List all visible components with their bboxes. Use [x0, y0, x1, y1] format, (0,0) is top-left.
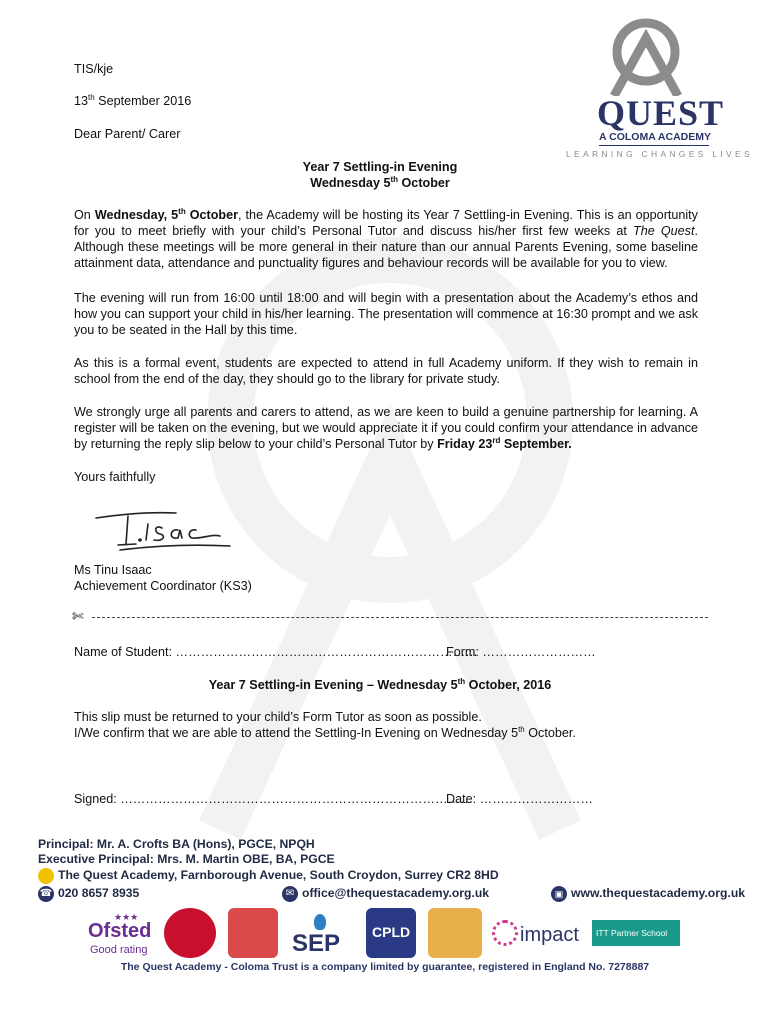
student-name-field[interactable]: Name of Student: ………………………………………………………………: [74, 645, 478, 659]
logo-name: QUEST: [597, 93, 725, 133]
signer-role: Achievement Coordinator (KS3): [74, 579, 252, 593]
form-field[interactable]: Form: ………………………: [446, 645, 596, 659]
impact-burst-icon: [492, 920, 518, 946]
logo-tagline: LEARNING CHANGES LIVES: [566, 149, 753, 159]
closing: Yours faithfully: [74, 470, 156, 484]
cpld-badge: CPLD: [366, 908, 416, 958]
paragraph-2: The evening will run from 16:00 until 18:00 and will begin with a presentation about the Academy’s ethos and how you can support your child in his/her learning. The presentation will commence at 16:30 prompt and we ask you to be seated in the Hall by this time.: [74, 291, 698, 337]
ofsted-stars-icon: ★★★: [114, 912, 139, 922]
scissors-icon: ✄: [72, 608, 84, 624]
signer-name: Ms Tinu Isaac: [74, 563, 152, 577]
principal: Principal: Mr. A. Crofts BA (Hons), PGCE, NPQH: [38, 837, 315, 851]
reference: TIS/kje: [74, 62, 114, 76]
international-school-award-badge: [428, 908, 482, 958]
paragraph-4: We strongly urge all parents and carers to attend, as we are keen to build a genuine partnership for learning. A register will be taken on the evening, but we would appreciate it if you could confirm your attendance in advance by returning the reply slip below to your child’s Personal Tutor by Friday 23rd September.: [74, 405, 698, 451]
sep-flame-icon: [314, 914, 326, 930]
signature: [92, 500, 232, 552]
phone: 020 8657 8935: [58, 886, 140, 900]
paragraph-3: As this is a formal event, students are expected to attend in full Academy uniform. If they wish to remain in school from the end of the day, they should go to the library for private study.: [74, 356, 698, 386]
letter-subtitle: Wednesday 5th October: [310, 174, 450, 190]
itt-partner-badge: ITT Partner School: [592, 920, 680, 946]
website-link[interactable]: www.thequestacademy.org.uk: [571, 886, 746, 900]
executive-principal: Executive Principal: Mrs. M. Martin OBE, BA, PGCE: [38, 852, 335, 866]
letter-title: Year 7 Settling-in Evening: [302, 160, 458, 174]
logo-subtitle: A COLOMA ACADEMY: [599, 131, 711, 143]
date-field[interactable]: Date: ………………………: [446, 792, 593, 806]
email-link[interactable]: office@thequestacademy.org.uk: [302, 886, 490, 900]
slip-title: Year 7 Settling-in Evening – Wednesday 5th October, 2016: [208, 676, 552, 692]
letter-date: 13th September 2016: [74, 92, 192, 108]
ofsted-badge: ★★★ Ofsted Good rating: [88, 912, 152, 956]
location-icon: [38, 868, 54, 884]
paragraph-1: On Wednesday, 5th October, the Academy will be hosting its Year 7 Settling-in Evening. This is an opportunity for you to meet briefly with your child’s Personal Tutor and discuss his/her first few weeks at The Quest. Although these meetings will be more general in their nature than our annual Parents Evening, some baseline attainment data, attendance and punctuality figures and behaviour records will be available for you to view.: [74, 206, 698, 270]
company-registration: The Quest Academy - Coloma Trust is a company limited by guarantee, registered in England No. 7278887: [120, 961, 650, 973]
web-icon: ▣: [551, 886, 567, 902]
email-icon: ✉: [282, 886, 298, 902]
salutation: Dear Parent/ Carer: [74, 127, 181, 141]
music-mark-badge: [164, 908, 216, 958]
quest-logo: [560, 18, 753, 159]
award-badge: [228, 908, 278, 958]
slip-instruction: This slip must be returned to your child’s Form Tutor as soon as possible.: [74, 710, 482, 724]
quest-emblem-icon: [600, 18, 692, 96]
address: The Quest Academy, Farnborough Avenue, South Croydon, Surrey CR2 8HD: [58, 868, 499, 882]
cut-line: [92, 617, 708, 618]
slip-confirmation: I/We confirm that we are able to attend the Settling-In Evening on Wednesday 5th October.: [74, 724, 576, 740]
sep-badge: SEP: [290, 914, 352, 960]
impact-badge: impact: [492, 914, 582, 960]
signed-field[interactable]: Signed: …………………………………………………………………………: [74, 792, 473, 806]
phone-icon: ☎: [38, 886, 54, 902]
